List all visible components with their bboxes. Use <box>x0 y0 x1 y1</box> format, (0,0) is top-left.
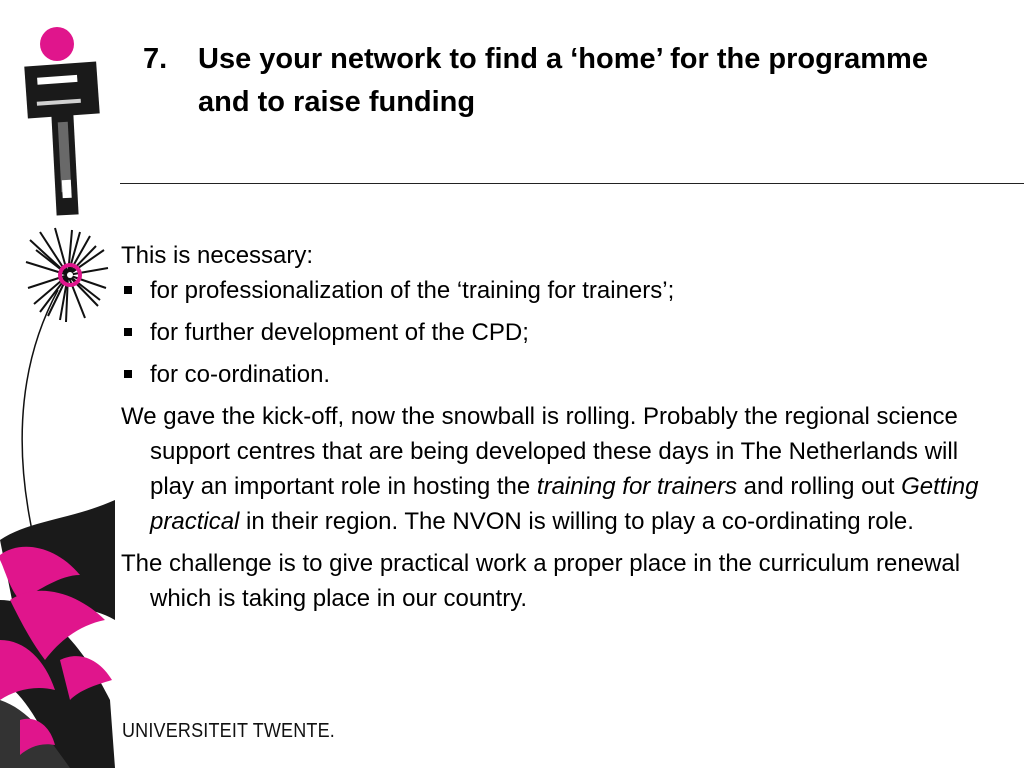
title-text: Use your network to find a ‘home’ for the programme and to raise funding <box>198 43 928 118</box>
list-item <box>121 315 1001 350</box>
list-item <box>121 273 1001 308</box>
bullet-text: for professionalization of the ‘training for trainers’; <box>150 277 675 304</box>
bullet-square-icon <box>124 328 132 336</box>
paragraph-text: and rolling out <box>737 473 902 500</box>
paragraph-text: We gave the kick-off, now the snowball is rolling. Probably the regional science support centres that are being developed these days in The Netherlands will play an important role in hosting the <box>121 403 959 500</box>
university-logo: UNIVERSITEIT TWENTE. <box>122 720 335 742</box>
emphasis-training-for-trainers: training for trainers <box>536 473 737 500</box>
bullet-text: for further development of the CPD; <box>150 319 529 346</box>
title-number: 7. <box>143 43 168 75</box>
paragraph-challenge: The challenge is to give practical work a proper place in the curriculum renewal which is taking place in our country. <box>121 550 961 612</box>
paragraph-kick-off <box>121 399 1001 539</box>
bullet-square-icon <box>124 370 132 378</box>
intro-text: This is necessary: <box>121 242 314 269</box>
bullet-list <box>121 273 1001 392</box>
slide-body <box>121 238 1001 623</box>
emphasis-getting-practical: Getting practical <box>150 473 979 535</box>
title-divider <box>120 183 1024 184</box>
decorative-flower-illustration <box>0 0 115 768</box>
bullet-text: for co-ordination. <box>150 361 331 388</box>
list-item <box>121 357 1001 392</box>
bullet-square-icon <box>124 286 132 294</box>
paragraph-text: in their region. The NVON is willing to play a co-ordinating role. <box>239 508 914 535</box>
